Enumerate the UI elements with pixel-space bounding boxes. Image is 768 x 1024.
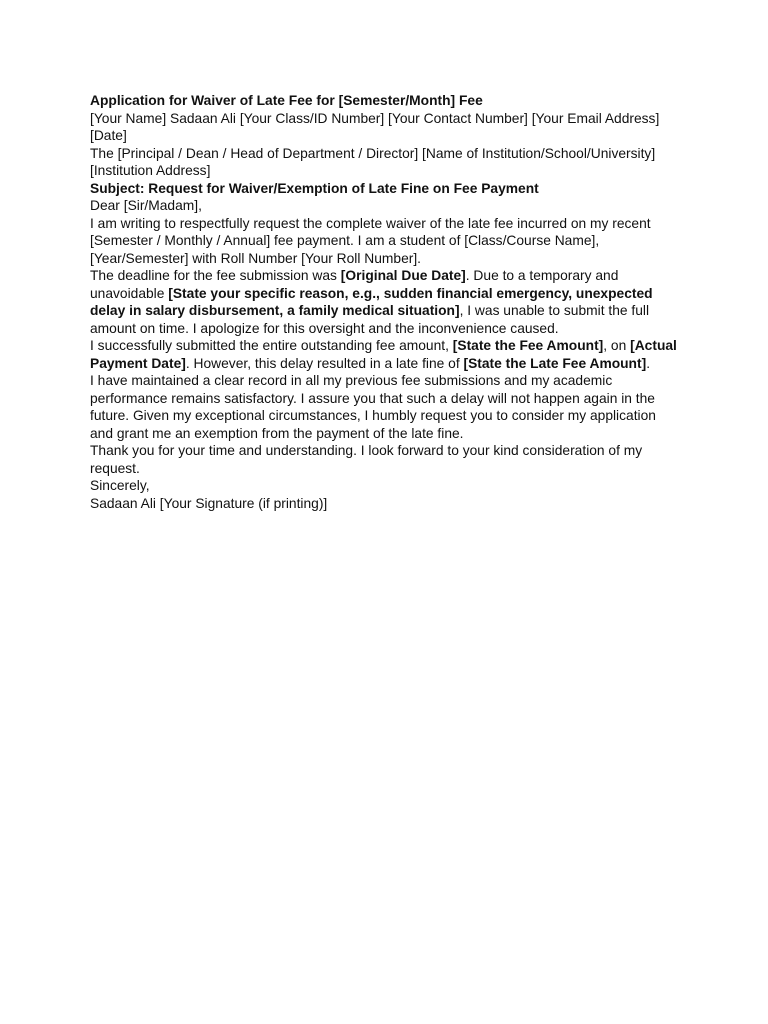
subject-line: Subject: Request for Waiver/Exemption of Late Fine on Fee Payment xyxy=(90,180,539,196)
body-paragraph-4: I have maintained a clear record in all my previous fee submissions and my academic performance remains satisfactory. I assure you that such a delay will not happen again in the future. Given my exceptional circumstances, I humbly request you to consider my application and grant me an exemption from the payment of the late fine. xyxy=(90,373,656,441)
paragraph-2-text-2: . Due to a temporary and unavoidable xyxy=(90,268,619,301)
sender-details: [Your Name] Sadaan Ali [Your Class/ID Number] [Your Contact Number] [Your Email Address] xyxy=(90,110,660,126)
reason-placeholder: [State your specific reason, e.g., sudden financial emergency, unexpected delay in salary disbursement, a family medical situation] xyxy=(90,285,653,318)
late-fee-amount-placeholder: [State the Late Fee Amount] xyxy=(463,355,647,371)
body-paragraph-3 xyxy=(90,337,682,372)
paragraph-3-text-4: . xyxy=(646,355,651,371)
paragraph-2-text-3: , I was unable to submit the full amount on time. I apologize for this oversight and the inconvenience caused. xyxy=(90,303,650,336)
body-paragraph-1: I am writing to respectfully request the complete waiver of the late fee incurred on my recent [Semester / Monthly / Annual] fee payment. I am a student of [Class/Course Name], [Year/Semester] with Roll Number [Your Roll Number]. xyxy=(90,215,651,266)
closing: Sincerely, xyxy=(90,478,150,493)
date-line: [Date] xyxy=(90,128,127,143)
signature-line: Sadaan Ali [Your Signature (if printing)] xyxy=(90,495,328,511)
paragraph-2-text-1: The deadline for the fee submission was xyxy=(90,268,341,283)
body-paragraph-2 xyxy=(90,267,682,337)
paragraph-3-text-2: , on xyxy=(603,338,631,353)
document-title: Application for Waiver of Late Fee for [Semester/Month] Fee xyxy=(90,93,483,108)
original-due-date-placeholder: [Original Due Date] xyxy=(340,268,466,283)
paragraph-3-text-1: I successfully submitted the entire outstanding fee amount, xyxy=(90,338,453,353)
actual-payment-date-placeholder: [Actual Payment Date] xyxy=(90,338,677,371)
recipient-details: The [Principal / Dean / Head of Department / Director] [Name of Institution/School/University] xyxy=(90,145,656,161)
document-page xyxy=(90,92,682,512)
institution-address: [Institution Address] xyxy=(90,163,211,178)
fee-amount-placeholder: [State the Fee Amount] xyxy=(452,338,604,353)
body-paragraph-5: Thank you for your time and understanding. I look forward to your kind consideration of my request. xyxy=(90,443,643,476)
salutation: Dear [Sir/Madam], xyxy=(90,198,202,213)
paragraph-3-text-3: . However, this delay resulted in a late fine of xyxy=(185,355,464,371)
